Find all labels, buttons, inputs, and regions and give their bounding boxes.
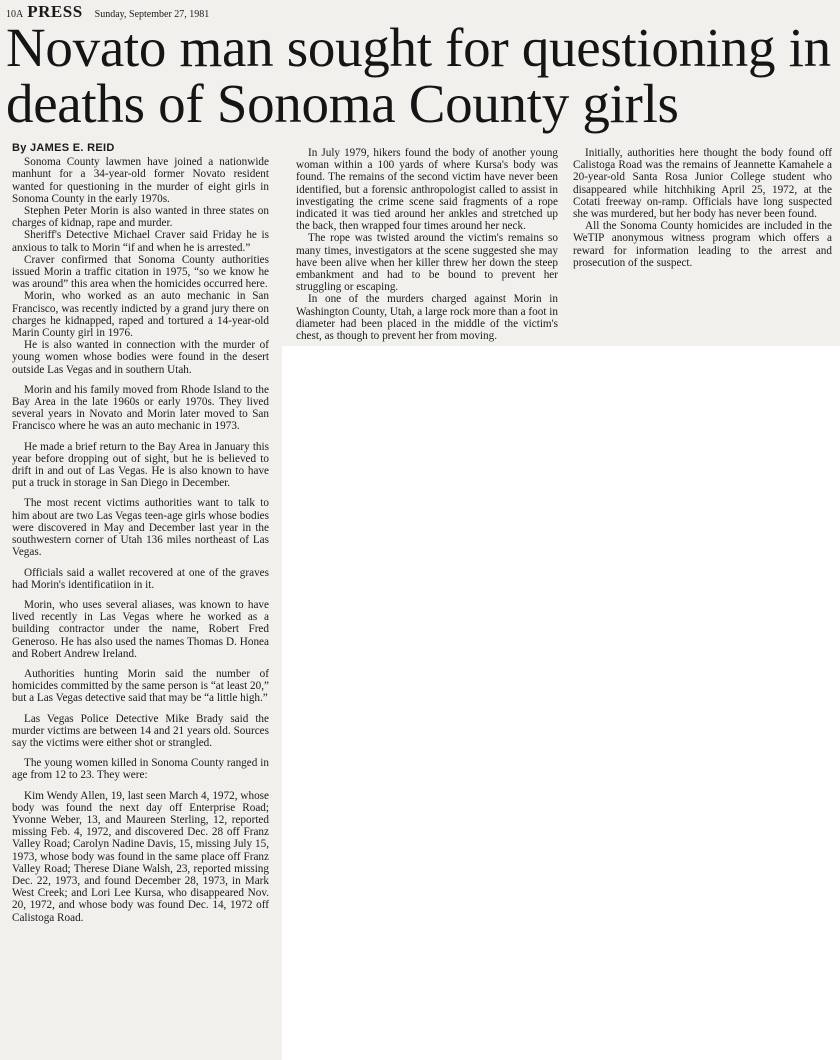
article-column-1	[12, 142, 269, 924]
paragraph: Sheriff's Detective Michael Craver said Friday he is anxious to talk to Morin “if and when he is arrested.”	[12, 229, 269, 254]
paragraph: The young women killed in Sonoma County ranged in age from 12 to 23. They were:	[12, 757, 269, 782]
page-number: 10A	[6, 9, 24, 20]
paragraph: Morin, who uses several aliases, was known to have lived recently in Las Vegas where he worked as a building contractor under the name, Robert Fred Generoso. He has also used the names Thomas D. Honea and Robert Andrew Ireland.	[12, 598, 269, 660]
paragraph: Initially, authorities here thought the body found off Calistoga Road was the remains of Jeannette Kamahele a 20-year-old Santa Rosa Junior College student who disappeared while hitchhiking April 25, 1972, at the Cotati freeway on-ramp. Officials have long suspected she was murdered, but her body has never been found.	[573, 147, 832, 221]
paragraph: In one of the murders charged against Morin in Washington County, Utah, a large rock more than a foot in diameter had been placed in the middle of the victim's chest, as though to prevent her from moving.	[296, 293, 558, 343]
paragraph: Authorities hunting Morin said the number of homicides committed by the same person is “at least 20,” but a Las Vegas detective said that may be “a little high.”	[12, 667, 269, 705]
paragraph: The most recent victims authorities want to talk to him about are two Las Vegas teen-age girls whose bodies were discovered in May and December last year in the southwestern corner of Utah 136 miles northeast of Las Vegas.	[12, 497, 269, 559]
paragraph: Stephen Peter Morin is also wanted in three states on charges of kidnap, rape and murder.	[12, 205, 269, 230]
paragraph: Morin, who worked as an auto mechanic in San Francisco, was recently indicted by a grand jury there on charges he kidnapped, raped and tortured a 14-year-old Marin County girl in 1976.	[12, 290, 269, 340]
paragraph: He is also wanted in connection with the murder of young women whose bodies were found in the desert outside Las Vegas and in southern Utah.	[12, 339, 269, 376]
headline: Novato man sought for questioning in deaths of Sonoma County girls	[6, 17, 831, 134]
paragraph: Sonoma County lawmen have joined a nationwide manhunt for a 34-year-old former Novato resident wanted for questioning in the murder of eight girls in Sonoma County in the early 1970s.	[12, 156, 269, 205]
paragraph: All the Sonoma County homicides are included in the WeTIP anonymous witness program which offers a reward for information leading to the arrest and prosecution of the suspect.	[573, 220, 832, 269]
article-column-3	[573, 147, 832, 269]
paragraph: Craver confirmed that Sonoma County authorities issued Morin a traffic citation in 1975, “so we know he was around” this area when the homicides occurred here.	[12, 253, 269, 291]
issue-date: Sunday, September 27, 1981	[94, 9, 210, 20]
paragraph: In July 1979, hikers found the body of another young woman within a 100 yards of where Kursa's body was found. The remains of the second victim have never been identified, but a forensic anthropologist called to assist in investigating the crime scene said fragments of a rope indicated it was tied around her ankles and stretched up the back, then wrapped four times around her neck.	[296, 147, 558, 233]
byline: By JAMES E. REID	[12, 142, 115, 154]
newspaper-logo: PRESS	[27, 2, 83, 21]
paragraph: The rope was twisted around the victim's remains so many times, investigators at the scene suggested she may have been alive when her killer threw her down the steep embankment and had to be bound to prevent her struggling or escaping.	[296, 232, 558, 294]
paragraph: Morin and his family moved from Rhode Island to the Bay Area in the late 1960s or early 1970s. They lived several years in Novato and Morin later moved to San Francisco where he was an auto mechanic in 1973.	[12, 383, 269, 433]
paragraph: Officials said a wallet recovered at one of the graves had Morin's identificatiion in it.	[12, 566, 269, 591]
paragraph: Las Vegas Police Detective Mike Brady said the murder victims are between 14 and 21 years old. Sources say the victims were either shot or strangled.	[12, 712, 269, 749]
paragraph: Kim Wendy Allen, 19, last seen March 4, 1972, whose body was found the next day off Enterprise Road; Yvonne Weber, 13, and Maureen Sterling, 12, reported missing Feb. 4, 1972, and discovered Dec. 28 off Franz Valley Road; Carolyn Nadine Davis, 15, missing July 15, 1973, whose body was found in the same place off Franz Valley Road; Therese Diane Walsh, 23, reported missing Dec. 22, 1973, and found December 28, 1973, in Mark West Creek; and Lori Lee Kursa, who disappeared Nov. 20, 1972, and whose body was found Dec. 14, 1972 off Calistoga Road.	[12, 789, 269, 924]
paragraph: He made a brief return to the Bay Area in January this year before dropping out of sight, but he is believed to drift in and out of Las Vegas. He is also known to have put a truck in storage in San Diego in December.	[12, 440, 269, 490]
article-column-2	[296, 147, 558, 342]
